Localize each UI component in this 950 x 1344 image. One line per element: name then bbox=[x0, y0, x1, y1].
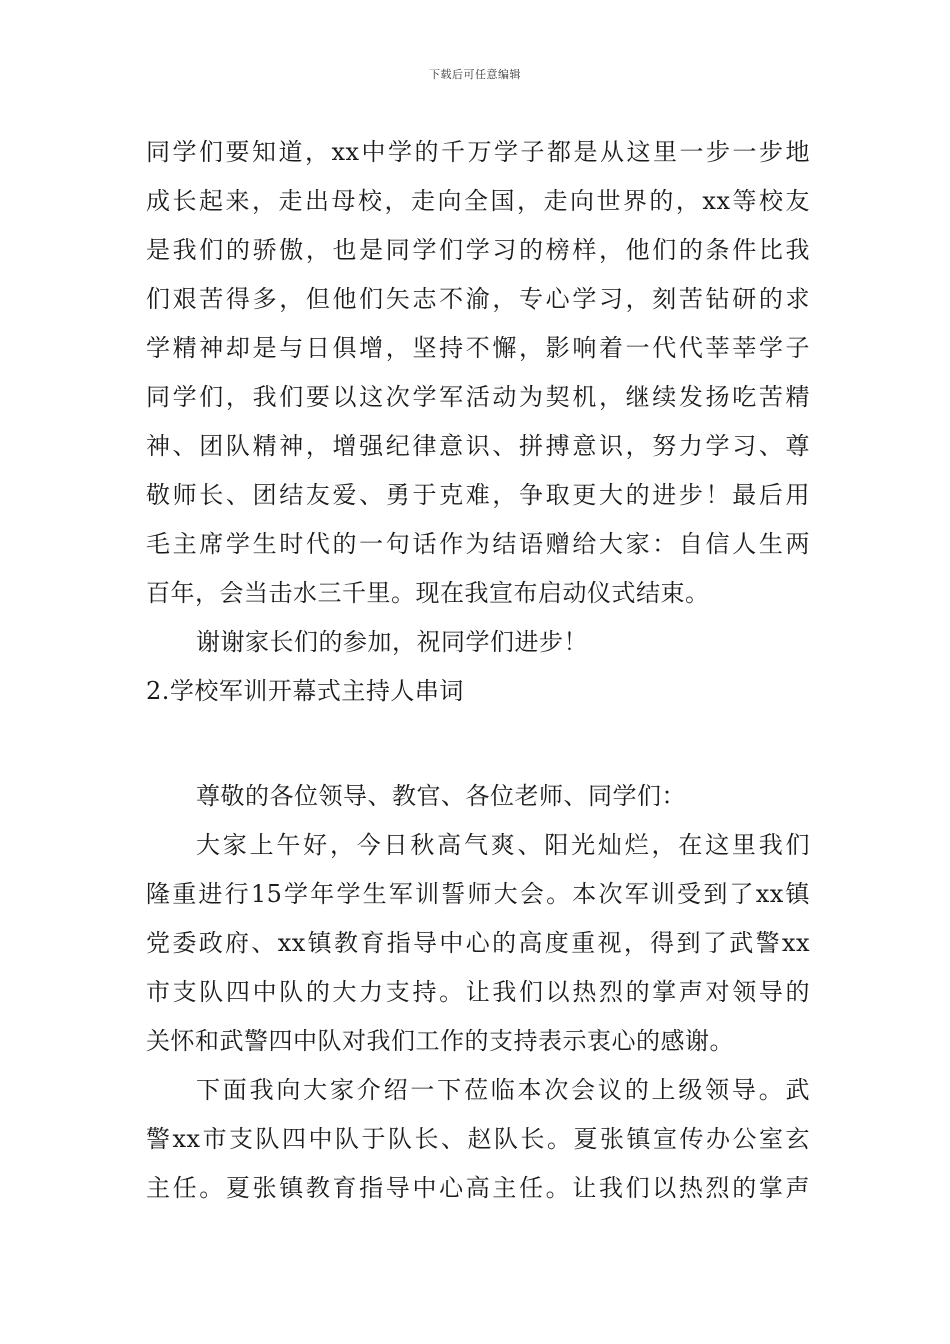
section-heading: 2.学校军训开幕式主持人串词 bbox=[146, 677, 464, 705]
document-body bbox=[146, 128, 810, 1213]
text-line: 是我们的骄傲，也是同学们学习的榜样，他们的条件比我 bbox=[146, 236, 810, 264]
text-line: 主任。夏张镇教育指导中心高主任。让我们以热烈的掌声 bbox=[146, 1174, 810, 1202]
greeting: 尊敬的各位领导、教官、各位老师、同学们： bbox=[196, 782, 686, 810]
text-line: 关怀和武警四中队对我们工作的支持表示衷心的感谢。 bbox=[146, 1027, 734, 1055]
paragraph-1 bbox=[146, 128, 810, 618]
text-line: 敬师长、团结友爱、勇于克难，争取更大的进步！最后用 bbox=[146, 481, 810, 509]
text-line: 同学们，我们要以这次学军活动为契机，继续发扬吃苦精 bbox=[146, 383, 810, 411]
paragraph-2: 谢谢家长们的参加，祝同学们进步！ bbox=[196, 628, 588, 656]
text-line: 毛主席学生时代的一句话作为结语赠给大家：自信人生两 bbox=[146, 530, 810, 558]
text-line: 隆重进行15学年学生军训誓师大会。本次军训受到了xx镇 bbox=[146, 880, 810, 908]
text-line: 党委政府、xx镇教育指导中心的高度重视，得到了武警xx bbox=[146, 929, 810, 957]
text-line: 神、团队精神，增强纪律意识、拼搏意识，努力学习、尊 bbox=[146, 432, 810, 460]
text-line: 成长起来，走出母校，走向全国，走向世界的，xx等校友 bbox=[146, 187, 810, 215]
text-line: 同学们要知道，xx中学的千万学子都是从这里一步一步地 bbox=[146, 138, 810, 166]
page-header: 下载后可任意编辑 bbox=[429, 68, 521, 81]
text-line: 警xx市支队四中队于队长、赵队长。夏张镇宣传办公室玄 bbox=[146, 1125, 810, 1153]
paragraph-3 bbox=[146, 821, 810, 1066]
text-line: 百年，会当击水三千里。现在我宣布启动仪式结束。 bbox=[146, 579, 710, 607]
text-line: 学精神却是与日俱增，坚持不懈，影响着一代代莘莘学子 bbox=[146, 334, 810, 362]
text-line: 们艰苦得多，但他们矢志不渝，专心学习，刻苦钻研的求 bbox=[146, 285, 810, 313]
spacer bbox=[146, 716, 810, 772]
text-line: 大家上午好，今日秋高气爽、阳光灿烂，在这里我们 bbox=[196, 831, 810, 859]
paragraph-4 bbox=[146, 1066, 810, 1213]
text-line: 市支队四中队的大力支持。让我们以热烈的掌声对领导的 bbox=[146, 978, 810, 1006]
text-line: 下面我向大家介绍一下莅临本次会议的上级领导。武 bbox=[196, 1076, 810, 1104]
